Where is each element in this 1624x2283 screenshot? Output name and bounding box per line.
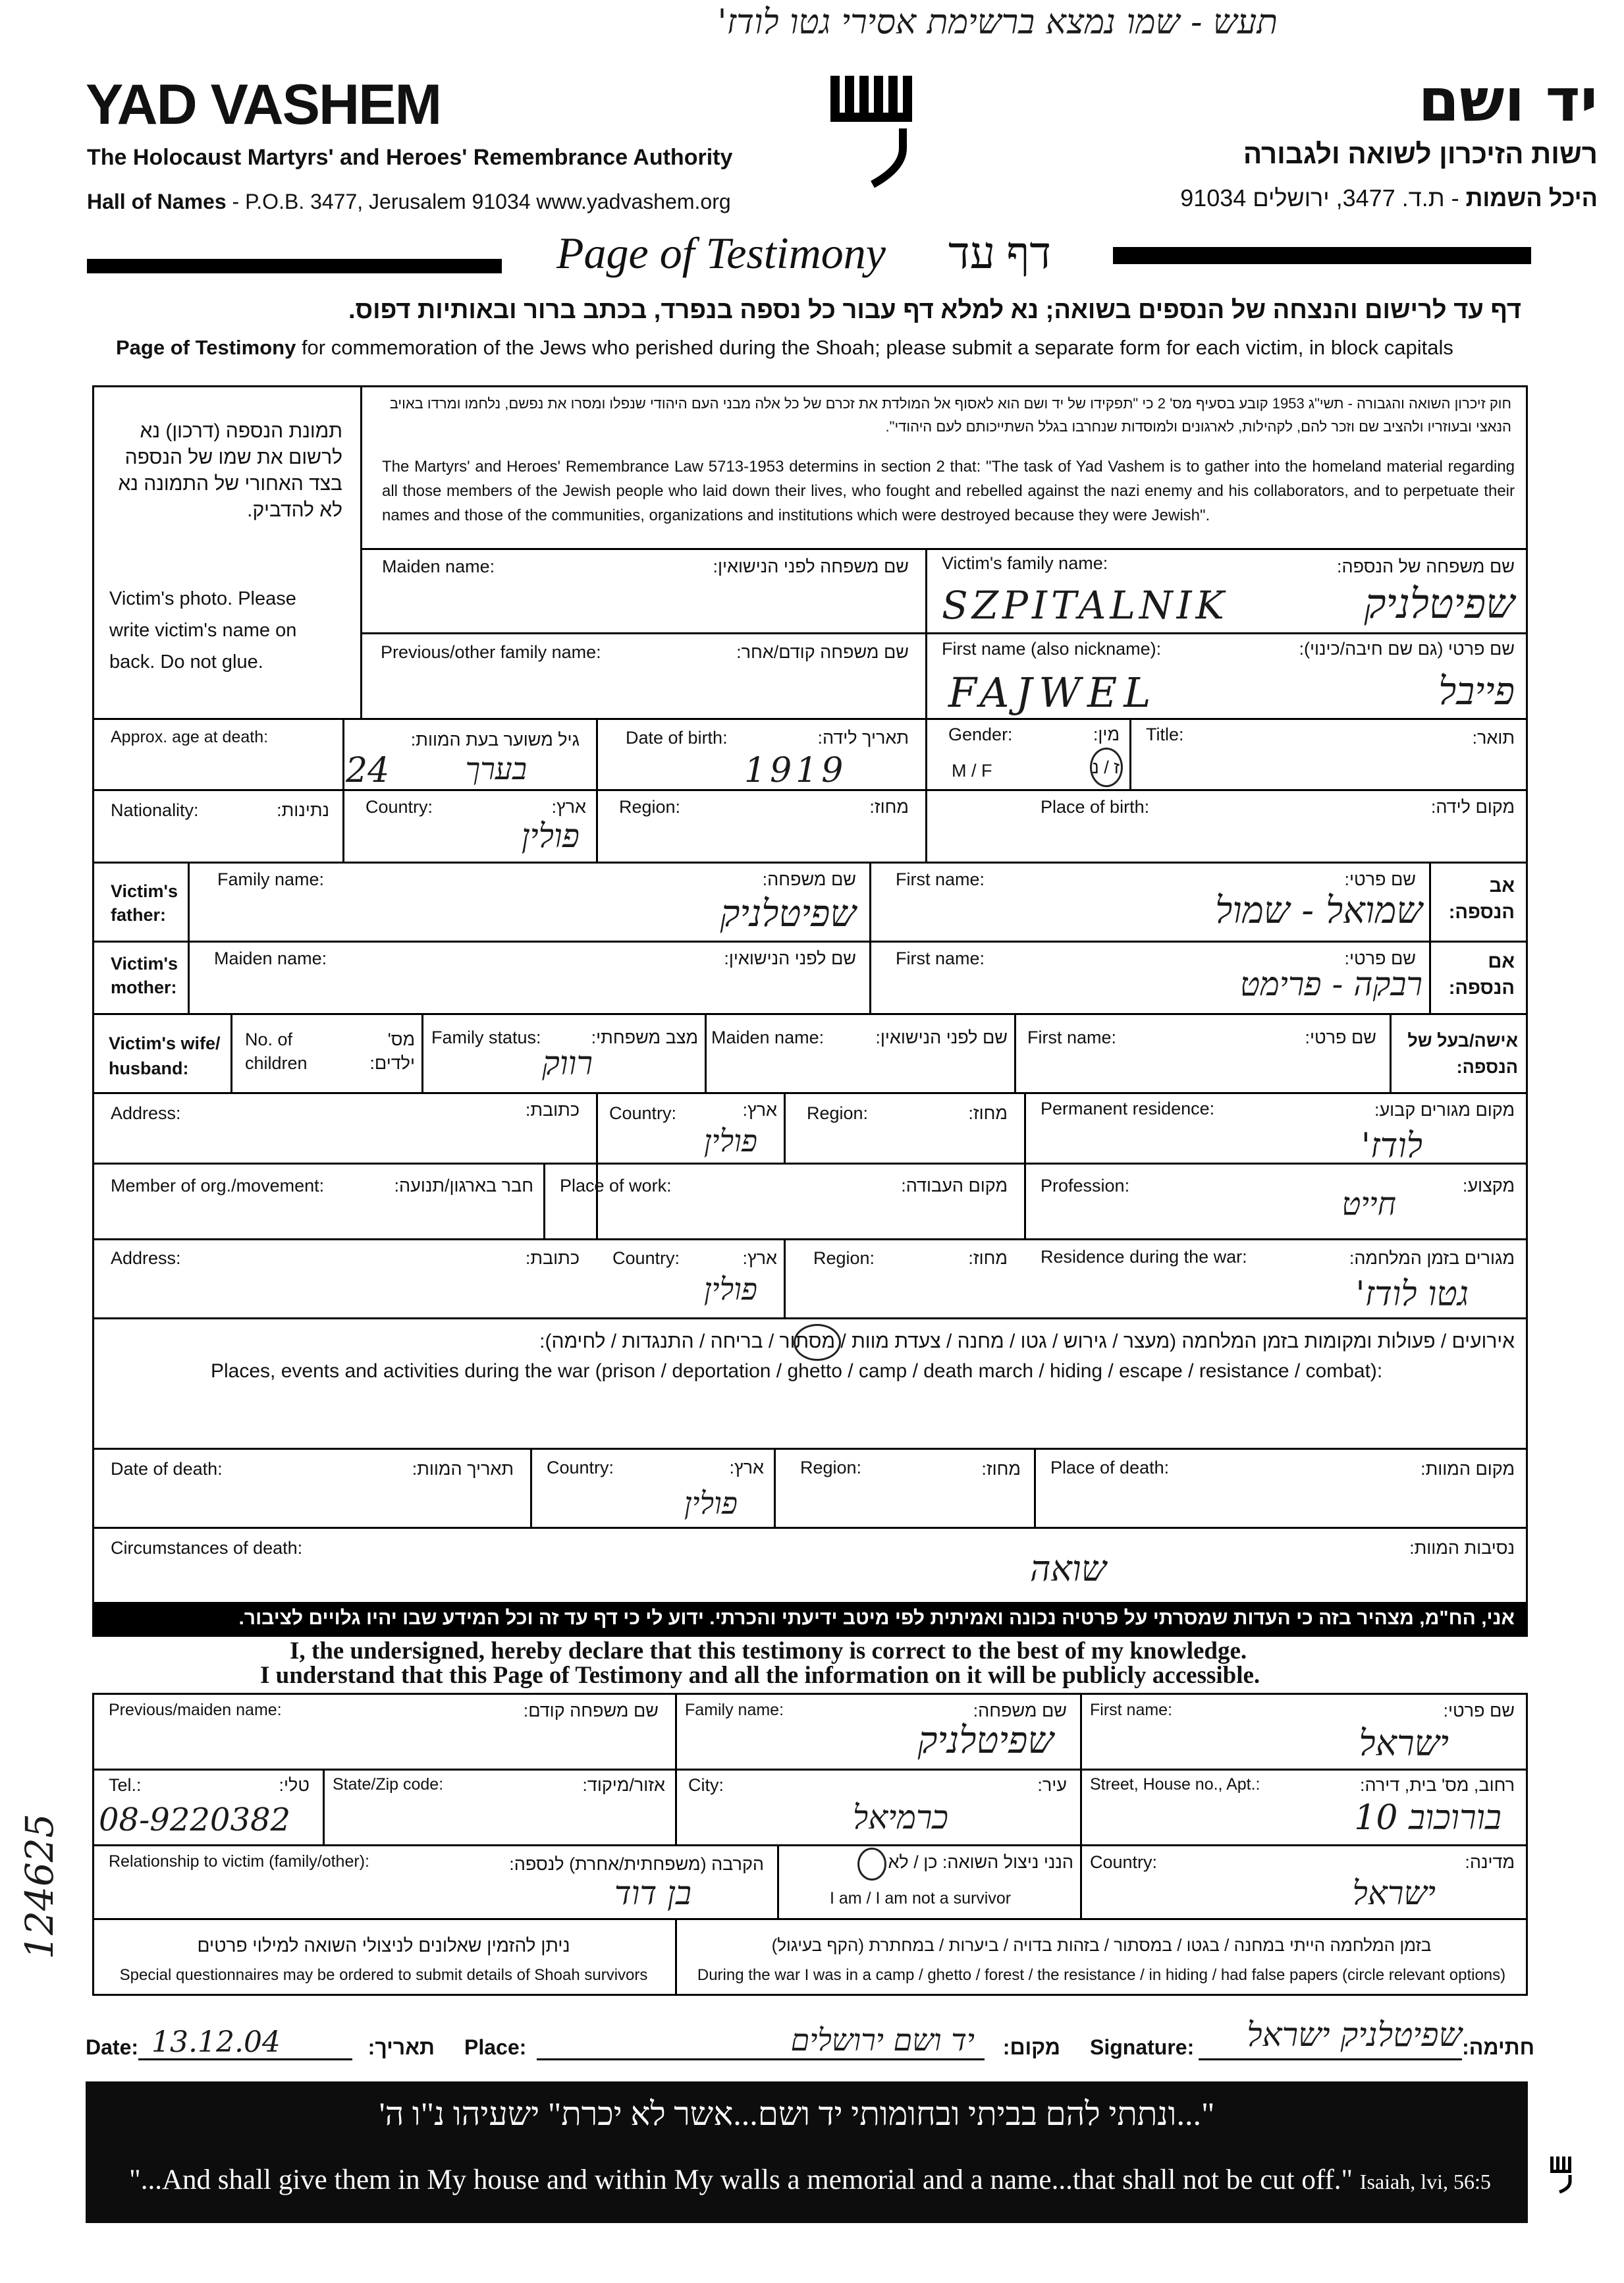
- form-title-he: דף עד: [948, 228, 1052, 278]
- pob-label: Place of birth:: [1041, 797, 1150, 817]
- sub-vrule-4: [777, 1844, 779, 1920]
- dod-country-label-he: ארץ:: [729, 1458, 764, 1477]
- family-name-value[interactable]: SZPITALNIK: [942, 583, 1228, 628]
- place-label-he: מקום:: [1002, 2035, 1060, 2059]
- mother-label-he: אם הנספה:: [1448, 951, 1515, 999]
- spouse-first-label-he: שם פרטי:: [1305, 1028, 1376, 1047]
- org-subtitle-he: רשות הזיכרון לשואה ולגבורה: [1243, 138, 1598, 169]
- nationality-country-value[interactable]: פולין: [521, 817, 580, 855]
- vrule-main: [925, 548, 927, 718]
- intro-he: דף עד לרישום והנצחה של הנספים בשואה; נא למלא דף עבור כל נספה בנפרד, בכתב ברור ובאותיות דפוס.: [348, 296, 1521, 324]
- date-label: Date:: [86, 2035, 139, 2059]
- country-label: Country:: [365, 797, 433, 817]
- sig-line: [1199, 2058, 1462, 2060]
- mother-maiden-label-he: שם לפני הנישואין:: [724, 949, 856, 968]
- survivor-label-he: הנני ניצול השואה: כן / לא: [888, 1852, 1073, 1872]
- address-country-label: Country:: [609, 1103, 677, 1123]
- father-first-label-he: שם פרטי:: [1344, 869, 1416, 889]
- quest-he: ניתן להזמין שאלונים לניצולי השואה למילוי פרטים: [197, 1935, 570, 1956]
- dod-region-label: Region:: [800, 1458, 862, 1477]
- father-family-label: Family name:: [217, 869, 325, 889]
- sub-rule-2: [92, 1844, 1528, 1846]
- age-label: Approx. age at death:: [111, 728, 269, 746]
- title-bar-right: [1113, 247, 1531, 264]
- country2-value[interactable]: ישראל: [1352, 1874, 1436, 1912]
- place-line: [537, 2058, 985, 2060]
- vrule-r9-b: [784, 1092, 786, 1163]
- rule-8: [92, 1092, 1528, 1094]
- org-name-en: YAD VASHEM: [86, 73, 441, 136]
- war-res-value[interactable]: גטו לודז': [1355, 1275, 1469, 1314]
- intro-en: [116, 336, 1453, 360]
- mother-first-label-he: שם פרטי:: [1344, 949, 1416, 968]
- family-status-label-he: מצב משפחתי:: [591, 1028, 698, 1047]
- events-label-he: אירועים / פעולות ומקומות בזמן המלחמה (מעצר / גירוש / גטו / מחנה / צעדת מוות / מסתור / בריחה / התנגדות / לחימה):: [539, 1331, 1515, 1352]
- mother-maiden-label: Maiden name:: [214, 949, 327, 968]
- vrule-r11-a: [784, 1238, 786, 1317]
- vrule-r6-b: [869, 862, 871, 1013]
- maiden-name-label-he: שם משפחה לפני הנישואין:: [713, 557, 909, 576]
- vrule-dod-b: [774, 1448, 776, 1527]
- footer-en: [105, 2164, 1515, 2196]
- footer-logo: [1548, 2154, 1581, 2193]
- sub-family-label-he: שם משפחה:: [973, 1701, 1067, 1720]
- mother-label: Victim's mother:: [111, 954, 178, 997]
- city-label-he: עיר:: [1037, 1775, 1067, 1795]
- street-label: Street, House no., Apt.:: [1090, 1775, 1260, 1794]
- sub-prev-label-he: שם משפחה קודם:: [523, 1701, 659, 1720]
- sig-label: Signature:: [1090, 2035, 1195, 2059]
- sub-rule-1: [92, 1769, 1528, 1771]
- hall-line-en: [87, 190, 731, 214]
- family-name-value-he[interactable]: שפיטלניק: [1364, 580, 1515, 628]
- father-family-value[interactable]: שפיטלניק: [720, 893, 856, 935]
- first-name-value-he[interactable]: פייבל: [1438, 669, 1515, 713]
- father-family-label-he: שם משפחה:: [762, 869, 856, 889]
- maiden-name-label: Maiden name:: [382, 557, 495, 576]
- declaration-en-2: I understand that this Page of Testimony and all the information on it will be publicly accessible.: [260, 1662, 1260, 1689]
- sub-first-label: First name:: [1090, 1701, 1173, 1719]
- survivor-circle: [857, 1848, 886, 1881]
- rule-5: [92, 862, 1528, 864]
- war-res-label: Residence during the war:: [1041, 1247, 1247, 1267]
- dod-country-value[interactable]: פולין: [684, 1485, 738, 1521]
- war-address-label: Address:: [111, 1248, 181, 1268]
- sub-prev-label: Previous/maiden name:: [109, 1701, 282, 1719]
- rule-events2: [92, 1448, 1528, 1450]
- war-res-label-he: מגורים בזמן המלחמה:: [1349, 1248, 1515, 1268]
- prev-name-label: Previous/other family name:: [381, 642, 601, 662]
- header-note: תעש - שמו נמצא ברשימת אסירי גטו לודז': [717, 3, 1278, 42]
- sub-family-value[interactable]: שפיטלניק: [917, 1719, 1054, 1762]
- tel-label: Tel.:: [109, 1775, 142, 1795]
- vrule-r8-c: [705, 1013, 707, 1092]
- events-label-en: Places, events and activities during the war (prison / deportation / ghetto / camp / death march / hiding / escape / resistance / combat):: [211, 1360, 1383, 1382]
- address-country-value[interactable]: פולין: [703, 1123, 757, 1159]
- relation-label: Relationship to victim (family/other):: [109, 1852, 369, 1871]
- mother-first-value[interactable]: רבקה - פרימט: [1239, 965, 1422, 1003]
- vrule-r9-c: [1024, 1092, 1026, 1238]
- region-label: Region:: [619, 797, 681, 817]
- dod-label: Date of death:: [111, 1459, 223, 1479]
- pob-label-he: מקום לידה:: [1430, 797, 1515, 817]
- org-label: Member of org./movement:: [111, 1176, 325, 1196]
- city-label: City:: [688, 1775, 724, 1795]
- dob-label: Date of birth:: [626, 728, 728, 748]
- country2-label: Country:: [1090, 1852, 1158, 1872]
- prev-name-label-he: שם משפחה קודם/אחר:: [736, 642, 909, 662]
- vrule-dod-c: [1034, 1448, 1036, 1527]
- children-label: No. of children: [245, 1030, 308, 1073]
- hall-label-he: היכל השמות: [1465, 184, 1598, 211]
- spouse-maiden-label-he: שם לפני הנישואין:: [875, 1028, 1008, 1047]
- zip-label-he: אזור/מיקוד:: [582, 1775, 665, 1795]
- tel-value[interactable]: 08-9220382: [99, 1802, 291, 1838]
- vrule-r8-b: [421, 1013, 423, 1092]
- profession-label-he: מקצוע:: [1462, 1176, 1515, 1196]
- relation-label-he: הקרבה (משפחתית/אחרת) לנספה:: [509, 1854, 764, 1874]
- footer-he: "...ונתתי להם בביתי ובחומותי יד ושם...אשר לא יכרת" ישעיהו נ"ו ה': [379, 2095, 1215, 2132]
- hall-address-en: - P.O.B. 3477, Jerusalem 91034 www.yadvashem.org: [232, 190, 731, 213]
- vrule-r10-a: [543, 1163, 545, 1238]
- footer-en-ref: Isaiah, lvi, 56:5: [1359, 2170, 1491, 2193]
- ghetto-circle: [794, 1324, 841, 1361]
- first-name-value[interactable]: FAJWEL: [948, 669, 1158, 717]
- vrule-r4-c: [925, 718, 927, 862]
- age-approx-value[interactable]: בערך: [465, 751, 527, 786]
- date-value[interactable]: 13.12.04: [151, 2025, 281, 2059]
- sub-family-label: Family name:: [685, 1701, 784, 1719]
- dod-label-he: תאריך המוות:: [412, 1459, 514, 1479]
- father-first-label: First name:: [896, 869, 985, 889]
- relation-value[interactable]: בן דוד: [614, 1874, 691, 1912]
- family-name-label-he: שם משפחה של הנספה:: [1336, 557, 1515, 576]
- rule-mother: [92, 941, 1528, 943]
- tel-label-he: טלי:: [279, 1775, 310, 1795]
- law-he: חוק זיכרון השואה והגבורה - תשי"ג 1953 קובע בסעיף מס' 2 כי "תפקידו של יד ושם הוא לאסוף אל המולדת את זכרם של כל אלה מבני העם היהודי שנפלו ומסרו את נפשם, נלחמו ומרדו באויב הנאצי ובעוזריו ולהציב שם וזכר להם, לקהילות, לארגונים ולמוסדות שנחרבו בגלל השתייכותם לעם היהודי".: [389, 395, 1511, 435]
- gender-label-he: מין:: [1093, 725, 1120, 744]
- sig-label-he: חתימה:: [1462, 2035, 1534, 2059]
- gender-options-he[interactable]: ז / נ: [1092, 757, 1120, 777]
- quest-vrule: [675, 1920, 677, 1996]
- dod-region-label-he: מחוז:: [981, 1459, 1021, 1479]
- spouse-label-he: אישה/בעל של הנספה:: [1407, 1031, 1518, 1077]
- intro-en-bold: Page of Testimony: [116, 336, 296, 359]
- pod-label-he: מקום המוות:: [1421, 1459, 1515, 1479]
- org-subtitle-en: The Holocaust Martyrs' and Heroes' Remembrance Authority: [87, 145, 733, 170]
- war-country-label: Country:: [612, 1248, 680, 1268]
- dob-value[interactable]: 1919: [744, 751, 848, 790]
- country-label-he: ארץ:: [551, 797, 586, 817]
- perm-res-label-he: מקום מגורים קבוע:: [1374, 1100, 1515, 1120]
- rule-7: [92, 1013, 1528, 1015]
- work-label: Place of work:: [560, 1176, 672, 1196]
- place-label: Place:: [464, 2035, 527, 2059]
- perm-res-value[interactable]: לודז': [1361, 1126, 1422, 1166]
- street-value[interactable]: בורוכוב 10: [1354, 1798, 1502, 1838]
- spouse-maiden-label: Maiden name:: [711, 1028, 825, 1047]
- perm-res-label: Permanent residence:: [1041, 1099, 1215, 1118]
- title-label: Title:: [1146, 725, 1184, 744]
- rule-12: [92, 1527, 1528, 1529]
- sub-first-value[interactable]: ישראל: [1359, 1722, 1449, 1764]
- country2-label-he: מדינה:: [1465, 1852, 1515, 1872]
- hall-label-en: Hall of Names: [87, 190, 227, 213]
- age-value[interactable]: 24: [346, 751, 390, 790]
- city-value[interactable]: כרמיאל: [852, 1798, 948, 1836]
- yad-vashem-logo: [826, 69, 925, 194]
- org-label-he: חבר בארגון/תנועה:: [394, 1176, 533, 1196]
- war-country-label-he: ארץ:: [742, 1248, 777, 1268]
- photo-box-he: תמונת הנספה (דרכון) נא לרשום את שמו של הנספה בצד האחורי של התמונה נא לא להדביק.: [118, 420, 342, 521]
- rule-10: [92, 1238, 1528, 1240]
- street-label-he: רחוב, מס' בית, דירה:: [1360, 1775, 1515, 1795]
- family-status-value[interactable]: רווק: [542, 1044, 593, 1082]
- profession-label: Profession:: [1041, 1176, 1130, 1196]
- father-label: Victim's father:: [111, 881, 178, 925]
- pod-label: Place of death:: [1050, 1458, 1170, 1477]
- circ-label-he: נסיבות המוות:: [1409, 1538, 1515, 1558]
- gender-label: Gender:: [948, 725, 1013, 744]
- spouse-first-label: First name:: [1027, 1028, 1117, 1047]
- vrule-dod-a: [530, 1448, 532, 1527]
- during-en: During the war I was in a camp / ghetto / forest / the resistance / in hiding / had false papers (circle relevant options): [697, 1966, 1506, 1984]
- work-label-he: מקום העבודה:: [901, 1176, 1008, 1196]
- dod-country-label: Country:: [547, 1458, 614, 1477]
- first-name-label: First name (also nickname):: [942, 639, 1162, 659]
- address-label-he: כתובת:: [525, 1100, 580, 1120]
- during-he: בזמן המלחמה הייתי במחנה / בגטו / במסתור / בזהות בדויה / ביערות / במחתרת (הקף בעיגול): [771, 1935, 1432, 1955]
- vrule-r8-d: [1014, 1013, 1016, 1092]
- quest-en: Special questionnaires may be ordered to submit details of Shoah survivors: [119, 1966, 648, 1984]
- sub-vrule-1: [675, 1693, 677, 1844]
- title-label-he: תואר:: [1472, 728, 1515, 748]
- rule-2: [362, 632, 1528, 634]
- hall-line-he: [1180, 184, 1598, 212]
- first-name-label-he: שם פרטי (גם שם חיבה/כינוי):: [1299, 639, 1515, 659]
- signature-value[interactable]: שפיטלניק ישראל: [1247, 2016, 1462, 2054]
- hall-address-he: - ת.ד. 3477, ירושלים 91034: [1180, 184, 1459, 211]
- circ-value[interactable]: שואה: [1029, 1548, 1106, 1589]
- zip-label: State/Zip code:: [333, 1775, 444, 1794]
- war-region-label: Region:: [813, 1248, 875, 1268]
- vrule-r8-e: [1390, 1013, 1392, 1092]
- profession-value[interactable]: חייט: [1341, 1186, 1396, 1223]
- title-bar-left: [87, 259, 502, 273]
- org-name-he: יד ושם: [1418, 66, 1598, 135]
- place-value[interactable]: יד ושם ירושלים: [790, 2022, 975, 2058]
- father-first-value[interactable]: שמואל - שמול: [1215, 889, 1422, 932]
- rule-3: [92, 718, 1528, 720]
- rule-events: [92, 1317, 1528, 1319]
- gender-circle: [1090, 748, 1123, 787]
- war-country-value[interactable]: פולין: [703, 1271, 757, 1307]
- rule-1: [362, 548, 1528, 550]
- address-region-label: Region:: [807, 1103, 869, 1123]
- nationality-label-he: נתינות:: [277, 800, 329, 820]
- region-label-he: מחוז:: [869, 797, 909, 817]
- vrule-r9-a: [596, 1092, 598, 1238]
- photo-box: [92, 385, 362, 718]
- sub-vrule-3: [323, 1769, 325, 1844]
- vrule-r4-a: [342, 718, 344, 862]
- circ-label: Circumstances of death:: [111, 1538, 303, 1558]
- address-country-label-he: ארץ:: [742, 1100, 777, 1120]
- intro-en-text: for commemoration of the Jews who perished during the Shoah; please submit a separate form for each victim, in block capitals: [301, 336, 1453, 359]
- address-label: Address:: [111, 1103, 181, 1123]
- war-region-label-he: מחוז:: [968, 1248, 1008, 1268]
- law-en: The Martyrs' and Heroes' Remembrance Law 5713-1953 determins in section 2 that: "The task of Yad Vashem is to gather into the homeland material regarding all those members of the Jewish people who laid down their lives, who fought and rebelled against the nazi enemy and his collaborators, and to perpetuate their names and those of the communities, organizations and institutions which were destroyed because they were Jewish".: [382, 458, 1515, 524]
- war-address-label-he: כתובת:: [525, 1248, 580, 1268]
- date-label-he: תאריך:: [367, 2035, 435, 2059]
- father-label-he: אב הנספה:: [1448, 875, 1515, 923]
- gender-options[interactable]: M / F: [952, 761, 992, 781]
- side-number: 124625: [17, 1813, 62, 1960]
- sub-first-label-he: שם פרטי:: [1443, 1701, 1515, 1720]
- survivor-label-en: I am / I am not a survivor: [830, 1889, 1012, 1908]
- vrule-r4-d: [1129, 718, 1131, 789]
- declaration-en-1: I, the undersigned, hereby declare that this testimony is correct to the best of my knowledge.: [290, 1637, 1247, 1664]
- family-status-label: Family status:: [431, 1028, 541, 1047]
- children-label-he: מס' ילדים:: [369, 1030, 415, 1073]
- mother-first-label: First name:: [896, 949, 985, 968]
- nationality-label: Nationality:: [111, 800, 199, 820]
- photo-box-en: Victim's photo. Please write victim's name on back. Do not glue.: [109, 588, 297, 673]
- vrule-r6-a: [188, 862, 190, 1013]
- form-title-en: Page of Testimony: [556, 228, 886, 278]
- age-label-he: גיל משוער בעת המוות:: [410, 730, 580, 750]
- sub-vrule-2: [1080, 1693, 1082, 1920]
- declaration-he: אני, הח"מ, מצהיר בזה כי העדות שמסרתי על פרטיה נכונה ואמיתית לפי מיטב ידיעתי והכרתי. ידוע לי כי דף עד זה וכל המידע שבו יהיו גלויים לציבור.: [238, 1607, 1515, 1629]
- footer-en-text: "...And shall give them in My house and within My walls a memorial and a name...that shall not be cut off.": [129, 2164, 1353, 2195]
- spouse-label: Victim's wife/ husband:: [109, 1033, 221, 1078]
- address-region-label-he: מחוז:: [968, 1103, 1008, 1123]
- dob-label-he: תאריך לידה:: [817, 728, 909, 748]
- vrule-r6-c: [1429, 862, 1431, 1013]
- vrule-r4-b: [596, 718, 598, 862]
- family-name-label: Victim's family name:: [942, 553, 1108, 573]
